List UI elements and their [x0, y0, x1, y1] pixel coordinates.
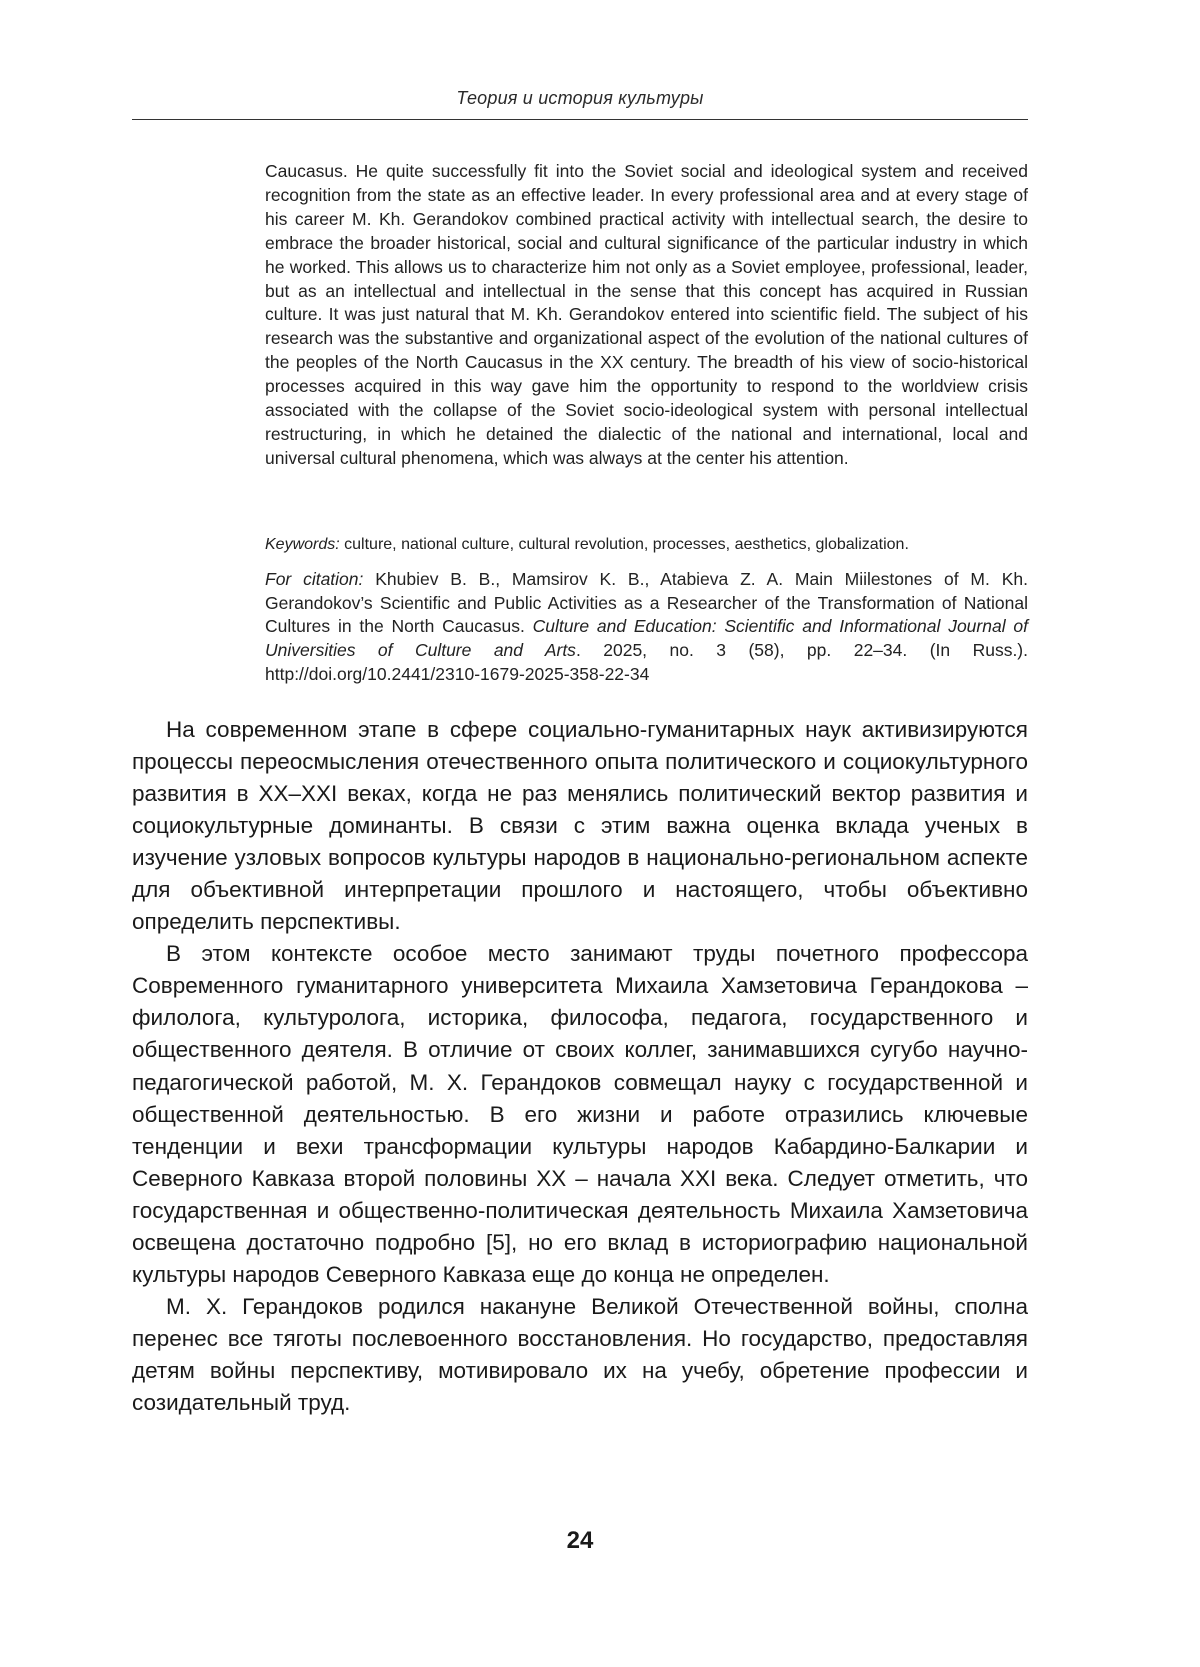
keywords [265, 533, 1028, 556]
citation-journal: Culture and Education: Scientific and Informational Journal of Universities of Culture and Arts [265, 616, 1028, 661]
running-head-title: Теория и история культуры [456, 88, 704, 108]
header-divider [132, 119, 1028, 120]
main-body [132, 714, 1028, 1419]
abstract-text: Caucasus. He quite successfully fit into the Soviet social and ideological system and received recognition from the state as an effective leader. In every professional area and at every stage of his career M. Kh. Gerandokov combined practical activity with intellectual search, the desire to embrace the broader historical, social and cultural significance of the particular industry in which he worked. This allows us to characterize him not only as a Soviet employee, professional, leader, but as an intellectual and intellectual in the sense that this concept has acquired in Russian culture. It was just natural that M. Kh. Gerandokov entered into scientific field. The subject of his research was the substantive and organizational aspect of the evolution of the national cultures of the peoples of the North Caucasus in the XX century. The breadth of his view of socio-historical processes acquired in this way gave him the opportunity to respond to the worldview crisis associated with the collapse of the Soviet socio-ideological system with personal intellectual restructuring, in which he detained the dialectic of the national and international, local and universal cultural phenomena, which was always at the center his attention. [265, 161, 1028, 468]
keywords-text: culture, national culture, cultural revolution, processes, aesthetics, globalization. [339, 536, 909, 553]
keywords-label: Keywords: [265, 536, 340, 553]
citation-label: For citation: [265, 569, 364, 589]
body-paragraph-2: В этом контексте особое место занимают труды почетного профессора Современного гуманитарного университета Михаила Хамзетовича Герандокова – филолога, культуролога, историка, философа, педагога, государственного и общественного деятеля. В отличие от своих коллег, занимавшихся сугубо научно-педагогической работой, М. Х. Герандоков совмещал науку с государственной и общественной деятельностью. В его жизни и работе отразились ключевые тенденции и вехи трансформации культуры народов Кабардино-Балкарии и Северного Кавказа второй половины XX – начала XXI века. Следует отметить, что государственная и общественно-политическая деятельность Михаила Хамзетовича освещена достаточно подробно [5], но его вклад в историографию национальной культуры народов Северного Кавказа еще до конца не определен. [132, 941, 1028, 1287]
citation-authors-title: Khubiev B. B., Mamsirov K. B., Atabieva Z. A. Main Miilestones of M. Kh. Gerandokov’s Scientific and Public Activities as a Researcher of the Transformation of National Cultures in the North Caucasus. [265, 569, 1028, 637]
page-number: 24 [566, 1527, 594, 1554]
citation [265, 568, 1028, 687]
citation-details: . 2025, no. 3 (58), pp. 22–34. (In Russ.). http://doi.org/10.2441/2310-1679-2025-358-22-34 [265, 640, 1028, 684]
body-paragraph-3: М. Х. Герандоков родился накануне Великой Отечественной войны, сполна перенес все тяготы послевоенного восстановления. Но государство, предоставляя детям войны перспективу, мотивировало их на учебу, обретение профессии и созидательный труд. [132, 1293, 1028, 1415]
body-paragraph-1: На современном этапе в сфере социально-гуманитарных наук активизируются процессы переосмысления отечественного опыта политического и социокультурного развития в XX–XXI веках, когда не раз менялись политический вектор развития и социокультурные доминанты. В связи с этим важна оценка вклада ученых в изучение узловых вопросов культуры народов в национально-региональном аспекте для объективной интерпретации прошлого и настоящего, чтобы объективно определить перспективы. [132, 717, 1028, 935]
